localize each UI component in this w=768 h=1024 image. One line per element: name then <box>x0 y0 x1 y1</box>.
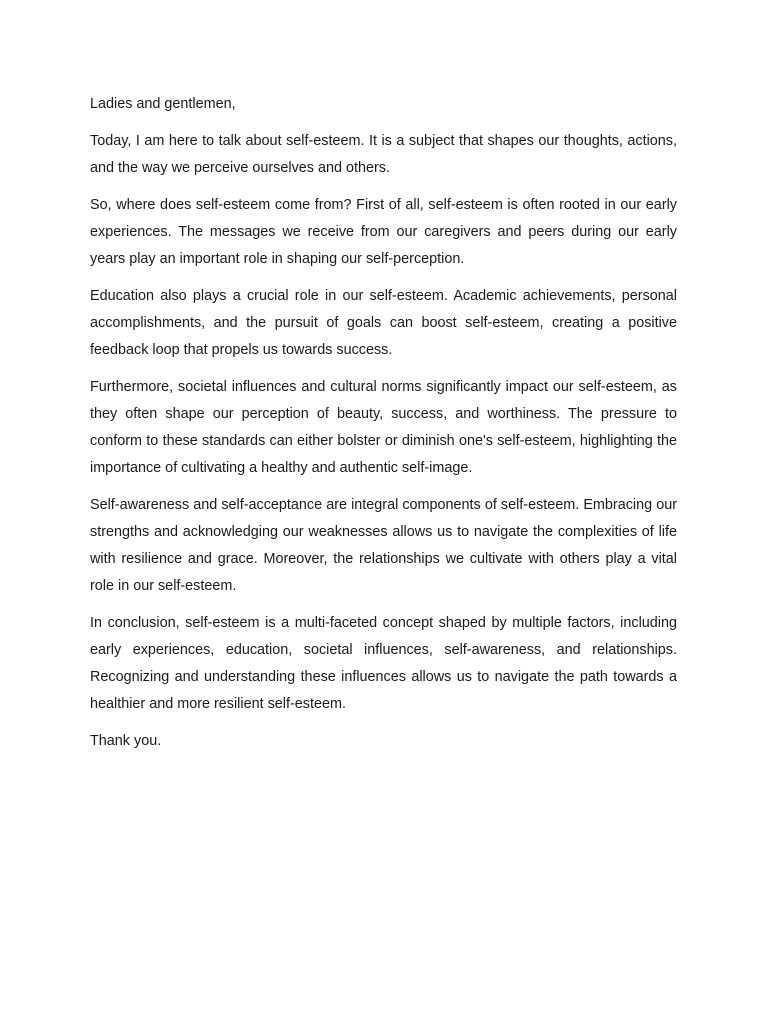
closing: Thank you. <box>90 733 162 749</box>
paragraph-conclusion: In conclusion, self-esteem is a multi-faceted concept shaped by multiple factors, including early experiences, education, societal influences, self-awareness, and relationships. Recognizing and understanding these influences allows us to navigate the path towards a healthier and more resilient self-esteem. <box>90 615 677 712</box>
paragraph-societal: Furthermore, societal influences and cultural norms significantly impact our self-esteem, as they often shape our perception of beauty, success, and worthiness. The pressure to conform to these standards can either bolster or diminish one's self-esteem, highlighting the importance of cultivating a healthy and authentic self-image. <box>90 379 677 476</box>
paragraph-intro: Today, I am here to talk about self-esteem. It is a subject that shapes our thoughts, actions, and the way we perceive ourselves and others. <box>90 133 677 176</box>
salutation: Ladies and gentlemen, <box>90 96 236 112</box>
paragraph-education: Education also plays a crucial role in our self-esteem. Academic achievements, personal accomplishments, and the pursuit of goals can boost self-esteem, creating a positive feedback loop that propels us towards success. <box>90 288 677 358</box>
document-page <box>90 91 677 765</box>
paragraph-origins: So, where does self-esteem come from? First of all, self-esteem is often rooted in our early experiences. The messages we receive from our caregivers and peers during our early years play an important role in shaping our self-perception. <box>90 197 677 267</box>
paragraph-self-awareness: Self-awareness and self-acceptance are integral components of self-esteem. Embracing our strengths and acknowledging our weaknesses allows us to navigate the complexities of life with resilience and grace. Moreover, the relationships we cultivate with others play a vital role in our self-esteem. <box>90 497 677 594</box>
